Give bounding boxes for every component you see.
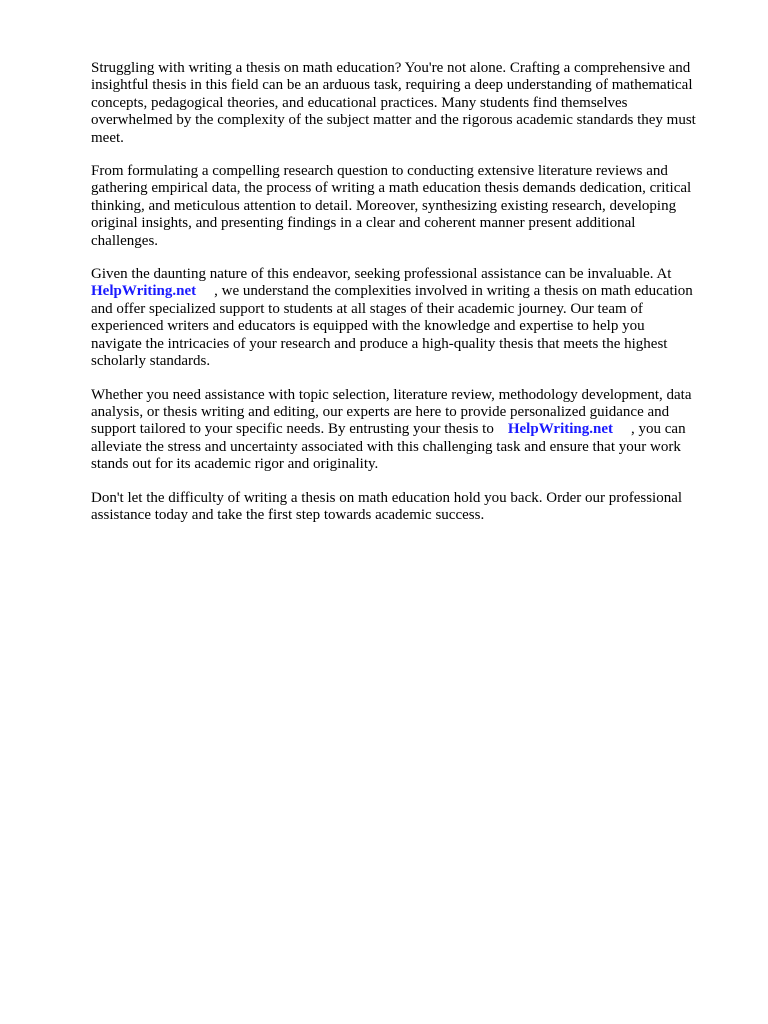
paragraph-line: meet. xyxy=(91,129,124,146)
paragraph-intro xyxy=(91,60,731,147)
paragraph-line: stands out for its academic rigor and originality. xyxy=(91,456,379,473)
paragraph-line: gathering empirical data, the process of writing a math education thesis demands dedication, critical xyxy=(91,180,692,197)
paragraph-line xyxy=(91,421,731,438)
paragraph-line: thinking, and meticulous attention to detail. Moreover, synthesizing existing research, developing xyxy=(91,197,677,214)
paragraph-line: and offer specialized support to students at all stages of their academic journey. Our team of xyxy=(91,300,643,317)
paragraph-line: original insights, and presenting findings in a clear and coherent manner present additional xyxy=(91,215,636,232)
paragraph-line xyxy=(91,283,731,300)
paragraph-process xyxy=(91,163,731,250)
paragraph-assistance xyxy=(91,266,731,370)
paragraph-line: assistance today and take the first step towards academic success. xyxy=(91,506,485,523)
paragraph-line: experienced writers and educators is equipped with the knowledge and expertise to help you xyxy=(91,318,645,335)
paragraph-line: alleviate the stress and uncertainty associated with this challenging task and ensure that your work xyxy=(91,438,681,455)
paragraph-line: Struggling with writing a thesis on math education? You're not alone. Crafting a comprehensive and xyxy=(91,60,691,76)
paragraph-line: Don't let the difficulty of writing a thesis on math education hold you back. Order our professional xyxy=(91,489,683,506)
helpwriting-link[interactable]: HelpWriting.net xyxy=(91,283,197,300)
paragraph-line: navigate the intricacies of your research and produce a high-quality thesis that meets the highest xyxy=(91,335,668,352)
document-body xyxy=(91,60,731,540)
paragraph-closing xyxy=(91,490,731,525)
paragraph-text: support tailored to your specific needs. By entrusting your thesis to xyxy=(91,421,494,438)
paragraph-text: , we understand the complexities involved in writing a thesis on math education xyxy=(214,283,693,300)
paragraph-line: scholarly standards. xyxy=(91,353,211,370)
helpwriting-link[interactable]: HelpWriting.net xyxy=(507,421,613,438)
paragraph-line: analysis, or thesis writing and editing, our experts are here to provide personalized guidance and xyxy=(91,403,670,420)
paragraph-line: insightful thesis in this field can be an arduous task, requiring a deep understanding of mathematical xyxy=(91,77,693,94)
paragraph-line: overwhelmed by the complexity of the subject matter and the rigorous academic standards they must xyxy=(91,112,696,129)
paragraph-line: Given the daunting nature of this endeavor, seeking professional assistance can be invaluable. At xyxy=(91,266,672,283)
paragraph-line: From formulating a compelling research question to conducting extensive literature reviews and xyxy=(91,163,668,180)
paragraph-line: concepts, pedagogical theories, and educational practices. Many students find themselves xyxy=(91,94,628,111)
paragraph-text: , you can xyxy=(631,421,686,438)
paragraph-line: Whether you need assistance with topic selection, literature review, methodology development, data xyxy=(91,386,692,403)
paragraph-line: challenges. xyxy=(91,232,159,249)
paragraph-services xyxy=(91,387,731,474)
